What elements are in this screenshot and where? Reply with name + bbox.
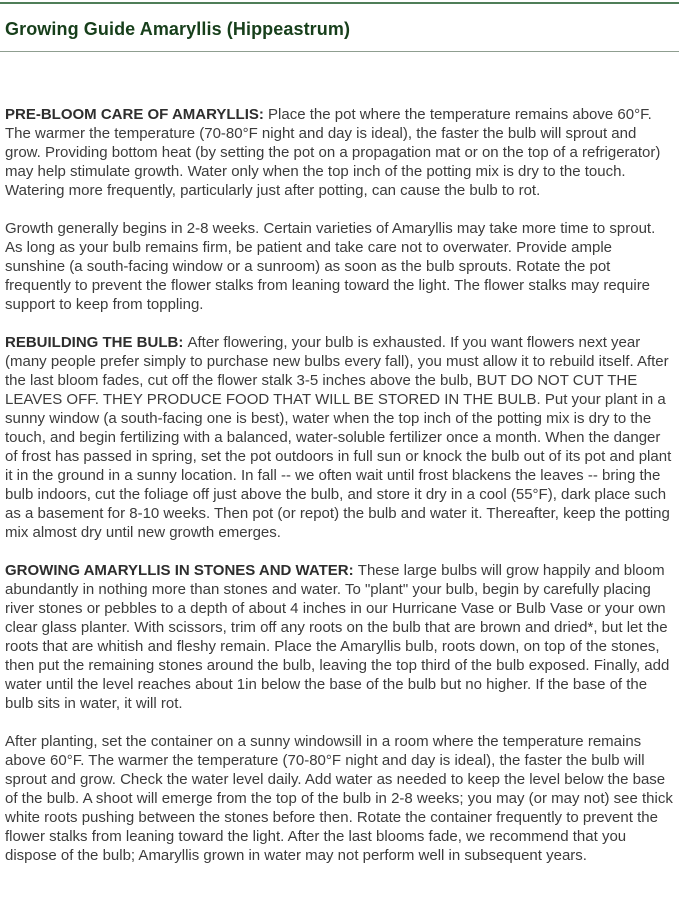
paragraph-text-growth-timeline: Growth generally begins in 2-8 weeks. Certain varieties of Amaryllis may take more time to sprout. As long as your bulb remains firm, be patient and take care not to overwater. Provide ample sunshine (a south-facing window or a sunroom) as soon as the bulb sprouts. Rotate the pot frequently to prevent the flower stalks from leaning toward the light. The flower stalks may require support to keep from toppling.: [5, 220, 656, 313]
document-body: [0, 52, 679, 865]
paragraph-after-planting: [5, 732, 673, 865]
section-rebuilding-the-bulb: [5, 333, 673, 542]
section-heading-rebuilding-the-bulb: REBUILDING THE BULB:: [5, 334, 188, 351]
page-header: [0, 4, 679, 52]
section-growing-in-stones-and-water: [5, 561, 673, 713]
paragraph-text-after-planting: After planting, set the container on a sunny windowsill in a room where the temperature remains above 60°F. The warmer the temperature (70-80°F night and day is ideal), the faster the bulb will sprout and grow. Check the water level daily. Add water as needed to keep the level below the base of the bulb. A shoot will emerge from the top of the bulb in 2-8 weeks; you may (or may not) see thick white roots pushing between the stones before then. Rotate the container frequently to prevent the flower stalks from leaning toward the light. After the last blooms fade, we recommend that you dispose of the bulb; Amaryllis grown in water may not perform well in subsequent years.: [5, 733, 673, 864]
paragraph-growth-timeline: [5, 219, 673, 314]
page-title: Growing Guide Amaryllis (Hippeastrum): [5, 19, 351, 39]
section-pre-bloom-care: [5, 105, 673, 200]
section-text-pre-bloom-care: Place the pot where the temperature remains above 60°F. The warmer the temperature (70-80°F night and day is ideal), the faster the bulb will sprout and grow. Providing bottom heat (by setting the pot on a propagation mat or on the top of a refrigerator) may help stimulate growth. Water only when the top inch of the potting mix is dry to the touch. Watering more frequently, particularly just after potting, can cause the bulb to rot.: [5, 106, 661, 199]
section-heading-pre-bloom-care: PRE-BLOOM CARE OF AMARYLLIS:: [5, 106, 269, 123]
section-heading-growing-in-stones-and-water: GROWING AMARYLLIS IN STONES AND WATER:: [5, 562, 358, 579]
section-text-rebuilding-the-bulb: After flowering, your bulb is exhausted. If you want flowers next year (many people prefer simply to purchase new bulbs every fall), you must allow it to rebuild itself. After the last bloom fades, cut off the flower stalk 3-5 inches above the bulb, BUT DO NOT CUT THE LEAVES OFF. THEY PRODUCE FOOD THAT WILL BE STORED IN THE BULB. Put your plant in a sunny window (a south-facing one is best), water when the top inch of the potting mix is dry to the touch, and begin fertilizing with a balanced, water-soluble fertilizer once a month. When the danger of frost has passed in spring, set the pot outdoors in full sun or knock the bulb out of its pot and plant it in the ground in a sunny location. In fall -- we often wait until frost blackens the leaves -- bring the bulb indoors, cut the foliage off just above the bulb, and store it dry in a cool (55°F), dark place such as a basement for 8-10 weeks. Then pot (or repot) the bulb and water it. Thereafter, keep the potting mix almost dry until new growth emerges.: [5, 334, 672, 541]
section-text-growing-in-stones-and-water: These large bulbs will grow happily and bloom abundantly in nothing more than stones and water. To "plant" your bulb, begin by carefully placing river stones or pebbles to a depth of about 4 inches in our Hurricane Vase or Bulb Vase or your own clear glass planter. With scissors, trim off any roots on the bulb that are brown and dried*, but let the roots that are whitish and fleshy remain. Place the Amaryllis bulb, roots down, on top of the stones, then put the remaining stones around the bulb, leaving the top third of the bulb exposed. Finally, add water until the level reaches about 1in below the base of the bulb but no higher. If the base of the bulb sits in water, it will rot.: [5, 562, 670, 712]
